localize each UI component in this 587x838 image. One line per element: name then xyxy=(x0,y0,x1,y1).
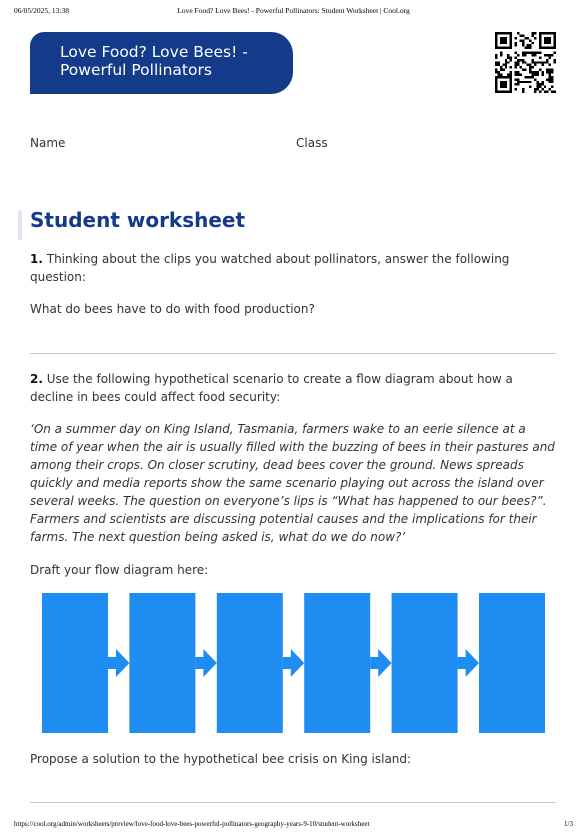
page-number: 1/3 xyxy=(564,820,573,828)
print-date: 06/05/2025, 13:38 xyxy=(14,6,70,15)
propose-solution-prompt: Propose a solution to the hypothetical bee crisis on King island: xyxy=(30,752,412,766)
question-1-text: Thinking about the clips you watched about pollinators, answer the following question: xyxy=(30,252,510,284)
flow-arrow-1 xyxy=(108,649,129,677)
flow-arrow-3 xyxy=(283,649,304,677)
section-title: Student worksheet xyxy=(30,208,246,232)
class-field-label: Class xyxy=(296,136,328,150)
question-1-prompt: What do bees have to do with food production? xyxy=(30,302,315,316)
worksheet-title-banner xyxy=(30,32,293,94)
print-url: https://cool.org/admin/worksheets/preview/love-food-love-bees-powerful-pollinators-geography-years-9-10/student-worksheet xyxy=(14,820,370,828)
flow-diagram xyxy=(42,593,545,733)
flow-box-6[interactable] xyxy=(479,593,545,733)
draft-flow-prompt: Draft your flow diagram here: xyxy=(30,563,209,577)
section-accent-bar xyxy=(18,210,22,240)
print-header xyxy=(14,6,573,18)
question-2 xyxy=(30,370,556,406)
question-1-number: 1. xyxy=(30,252,43,266)
print-title: Love Food? Love Bees! - Powerful Pollinators: Student Worksheet | Cool.org xyxy=(177,6,410,15)
qr-code-icon xyxy=(495,32,556,93)
flow-arrow-5 xyxy=(458,649,479,677)
flow-box-4[interactable] xyxy=(304,593,370,733)
print-footer xyxy=(14,820,573,832)
flow-arrow-4 xyxy=(370,649,391,677)
question-1 xyxy=(30,250,556,286)
flow-box-5[interactable] xyxy=(392,593,458,733)
answer-line-1[interactable] xyxy=(30,353,556,354)
flow-box-2[interactable] xyxy=(129,593,195,733)
scenario-quote: ‘On a summer day on King Island, Tasmania, farmers wake to an eerie silence at a time of year when the air is usually filled with the buzzing of bees in their pastures and among their crops. On closer scrutiny, dead bees cover the ground. News spreads quickly and media reports show the same scenario playing out across the island over several weeks. The question on everyone’s lips is “What has happened to our bees?”. Farmers and scientists are discussing potential causes and the implications for their farms. The next question being asked is, what do we do now?’ xyxy=(30,422,555,544)
flow-arrow-2 xyxy=(195,649,216,677)
question-2-number: 2. xyxy=(30,372,43,386)
question-2-text: Use the following hypothetical scenario to create a flow diagram about how a decline in bees could affect food security: xyxy=(30,372,513,404)
flow-box-1[interactable] xyxy=(42,593,108,733)
banner-title-line1: Love Food? Love Bees! - xyxy=(60,43,248,61)
answer-line-2[interactable] xyxy=(30,802,556,803)
name-field-label: Name xyxy=(30,136,66,150)
flow-box-3[interactable] xyxy=(217,593,283,733)
banner-title-line2: Powerful Pollinators xyxy=(60,61,212,79)
